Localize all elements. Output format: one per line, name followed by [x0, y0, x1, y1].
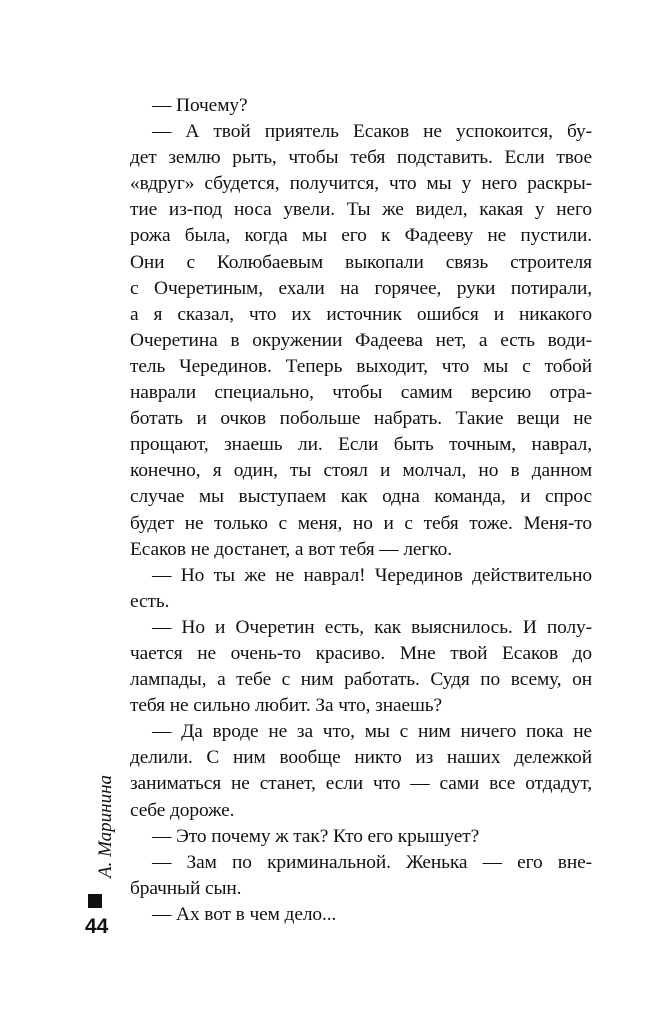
text-line: — Это почему ж так? Кто его крышует?	[152, 825, 480, 847]
text-line: тие из-под носа увели. Ты же видел, какая у него	[130, 199, 592, 221]
text-line: будет не только с меня, но и с тебя тоже. Меня-то	[130, 512, 592, 534]
text-line: лампады, а тебе с ним работать. Судя по всему, он	[130, 669, 592, 691]
text-line: брачный сын.	[130, 877, 242, 899]
text-line: — А твой приятель Есаков не успокоится, бу-	[152, 121, 592, 143]
text-line: наврали специально, чтобы самим версию отра-	[130, 382, 592, 404]
text-line: с Очеретиным, ехали на горячее, руки потирали,	[130, 277, 592, 299]
text-line: ботать и очков побольше набрать. Такие вещи не	[130, 408, 592, 430]
text-line: прощают, знаешь ли. Если быть точным, наврал,	[130, 434, 592, 456]
text-line: — Но ты же не наврал! Черединов действительно	[152, 564, 592, 586]
text-line: — Почему?	[152, 95, 248, 116]
text-line: Очеретина в окружении Фадеева нет, а есть води-	[130, 329, 592, 351]
running-head-author: А. Маринина	[95, 774, 116, 878]
text-line: делили. С ним вообще никто из наших дележкой	[130, 747, 592, 769]
text-line: Они с Колюбаевым выкопали связь строителя	[130, 251, 592, 273]
text-line: «вдруг» сбудется, получится, что мы у него раскры-	[130, 173, 592, 195]
page-number: 44	[85, 915, 109, 938]
text-line: а я сказал, что их источник ошибся и никакого	[130, 303, 592, 325]
square-bullet-mark	[88, 894, 102, 908]
text-line: есть.	[130, 590, 170, 612]
text-line: рожа была, когда мы его к Фадееву не пустили.	[130, 225, 592, 247]
text-line: Есаков не достанет, а вот тебя — легко.	[130, 538, 452, 560]
text-line: — Ах вот в чем дело...	[152, 903, 337, 925]
text-line: тебя не сильно любит. За что, знаешь?	[130, 695, 443, 717]
text-line: дет землю рыть, чтобы тебя подставить. Если твое	[130, 147, 592, 169]
text-line: — Да вроде не за что, мы с ним ничего пока не	[152, 721, 592, 743]
text-line: чается не очень-то красиво. Мне твой Есаков до	[130, 642, 592, 664]
text-line: заниматься не станет, если что — сами все отдадут,	[130, 773, 592, 795]
text-line: конечно, я один, ты стоял и молчал, но в данном	[130, 460, 592, 482]
text-line: тель Черединов. Теперь выходит, что мы с тобой	[130, 355, 592, 377]
text-line: — Но и Очеретин есть, как выяснилось. И полу-	[152, 616, 592, 638]
body-text	[130, 93, 592, 928]
text-line: себе дороже.	[130, 799, 235, 821]
text-line: случае мы выступаем как одна команда, и спрос	[130, 486, 592, 508]
text-line: — Зам по криминальной. Женька — его вне-	[152, 851, 592, 873]
